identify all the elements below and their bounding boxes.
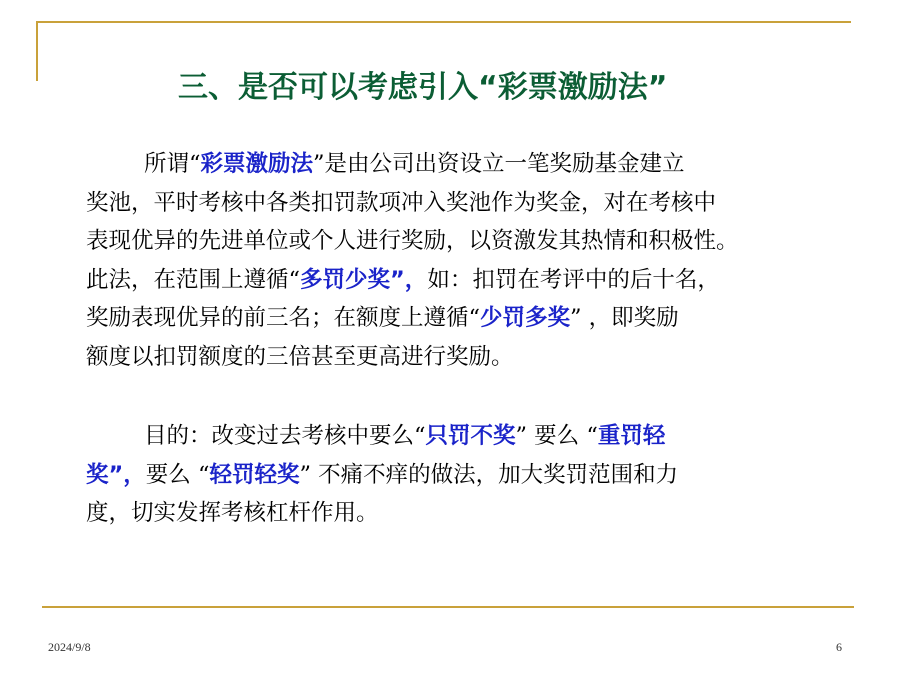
highlight-term: 彩票激励法: [200, 151, 314, 177]
paragraph-line: [86, 145, 846, 184]
text-run: 如：扣罚在考评中的后十名，: [427, 266, 720, 293]
paragraph-line: 额度以扣罚额度的三倍甚至更高进行奖励。: [86, 343, 514, 370]
highlight-term: 只罚不奖: [425, 423, 516, 449]
footer-date: 2024/9/8: [48, 640, 91, 654]
paragraph-line: [86, 299, 846, 338]
text-run: 目的：改变过去考核中要么“: [144, 423, 426, 449]
slide-title: 三、是否可以考虑引入“彩票激励法”: [178, 70, 668, 105]
text-run: ” 要么 “: [515, 423, 598, 449]
text-run: 此法，在范围上遵循“: [86, 266, 301, 293]
paragraph-line: [86, 456, 846, 495]
highlight-term: 奖”，: [86, 461, 146, 488]
paragraph-line: [86, 417, 846, 456]
page-number: 6: [836, 640, 842, 654]
paragraph-line: [86, 261, 846, 300]
frame-bottom-line: [42, 606, 854, 608]
text-run: ” ，即奖励: [570, 305, 679, 331]
text-run: ” 不痛不痒的做法，加大奖罚范围和力: [299, 461, 679, 488]
text-run: 所谓“: [144, 151, 201, 177]
frame-top-line: [36, 21, 851, 23]
paragraph-line: 奖池，平时考核中各类扣罚款项冲入奖池作为奖金，对在考核中: [86, 189, 717, 216]
paragraph-lottery-method: [86, 145, 846, 376]
text-run: 要么 “: [145, 461, 210, 488]
paragraph-line: 度，切实发挥考核杠杆作用。: [86, 500, 379, 526]
highlight-term: 多罚少奖”，: [300, 266, 428, 293]
text-run: 奖励表现优异的前三名；在额度上遵循“: [86, 305, 481, 331]
highlight-term: 轻罚轻奖: [209, 461, 300, 488]
text-run: ”是由公司出资设立一笔奖励基金建立: [313, 151, 685, 177]
frame-left-line: [36, 21, 38, 81]
paragraph-line: 表现优异的先进单位或个人进行奖励，以资激发其热情和积极性。: [86, 228, 739, 254]
highlight-term: 重罚轻: [597, 423, 666, 449]
highlight-term: 少罚多奖: [480, 305, 571, 331]
paragraph-purpose: [86, 417, 846, 533]
